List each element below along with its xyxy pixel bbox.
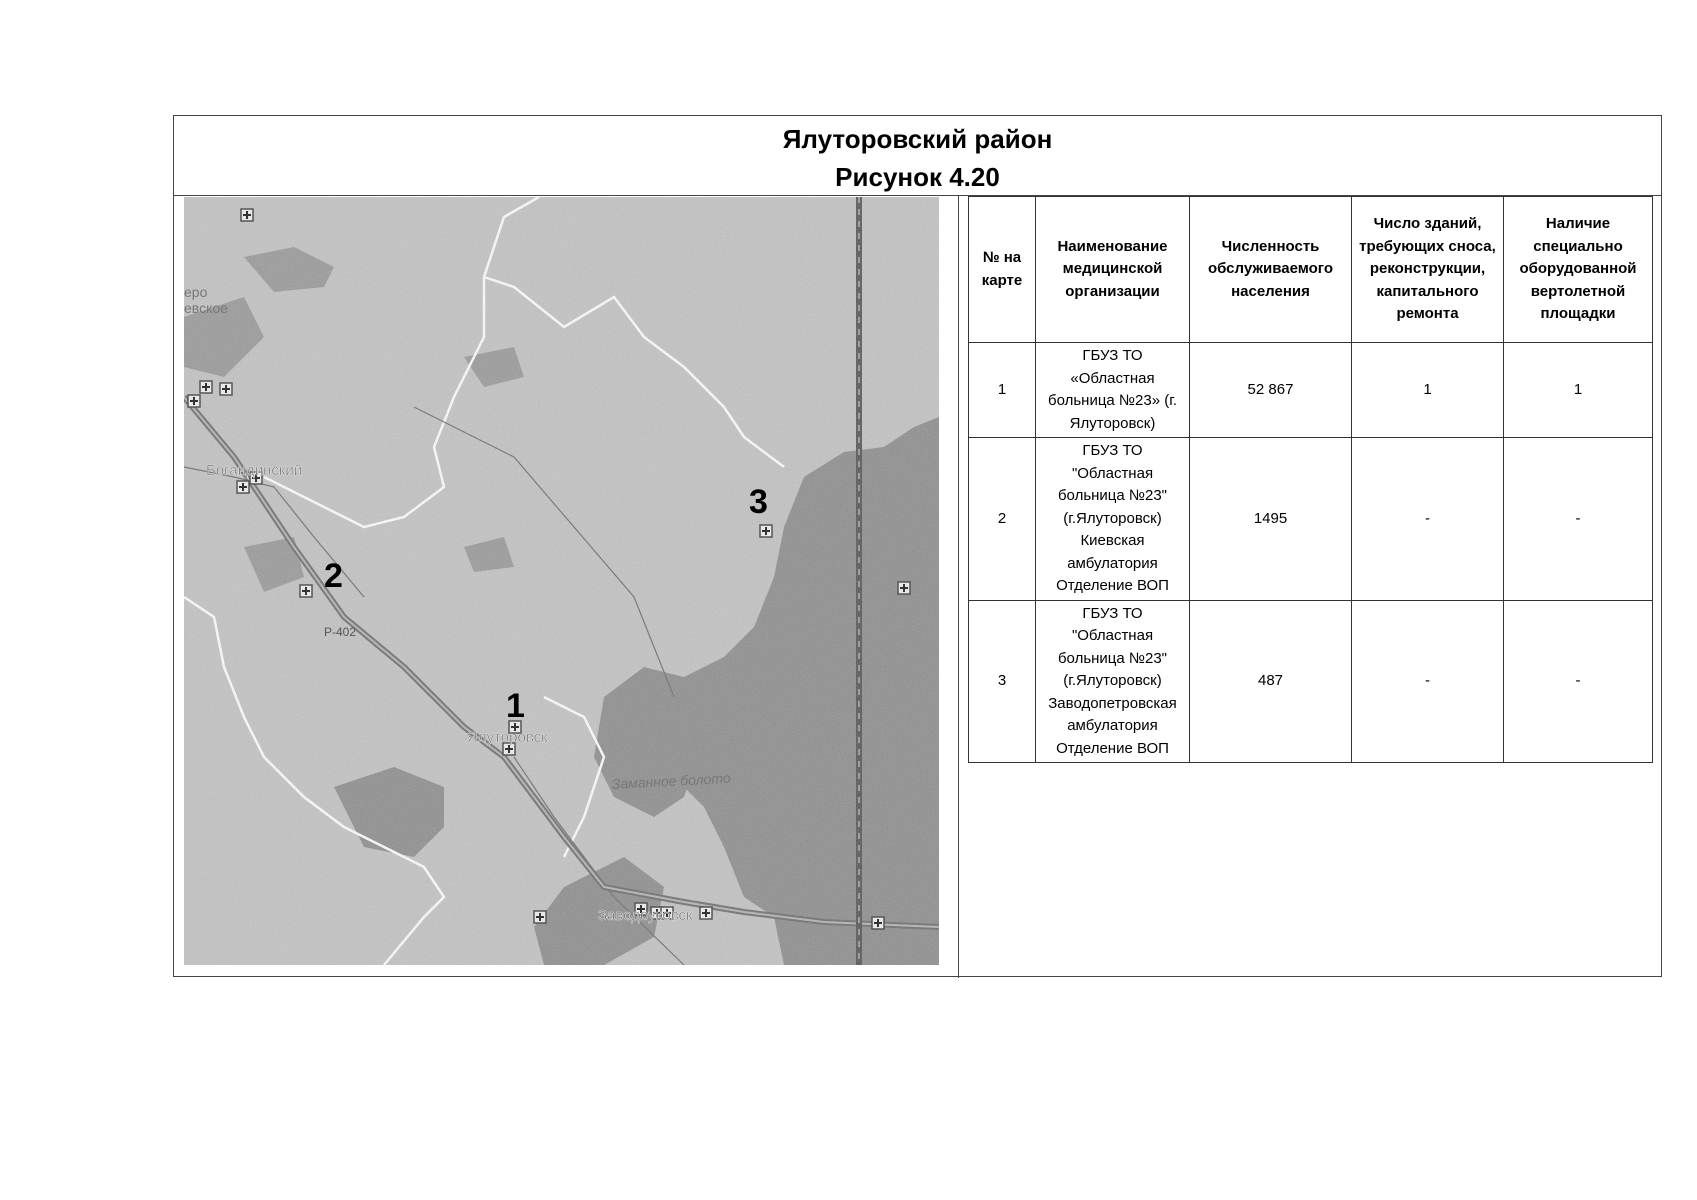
figure-frame bbox=[173, 115, 1662, 977]
header-buildings: Число зданий, требующих сноса, реконструкции, капитального ремонта bbox=[1352, 197, 1504, 343]
table-row bbox=[969, 343, 1653, 438]
table-row bbox=[969, 600, 1653, 763]
hospital-cross-icon[interactable] bbox=[237, 481, 249, 493]
figure-caption: Рисунок 4.20 bbox=[835, 162, 1000, 192]
cell-population: 1495 bbox=[1190, 438, 1352, 601]
cell-population: 52 867 bbox=[1190, 343, 1352, 438]
cell-helipad: - bbox=[1504, 600, 1653, 763]
cell-helipad: 1 bbox=[1504, 343, 1653, 438]
header-organization-name: Наименование медицинской организации bbox=[1036, 197, 1190, 343]
cell-map-number: 1 bbox=[969, 343, 1036, 438]
hospital-cross-icon[interactable] bbox=[300, 585, 312, 597]
district-map bbox=[184, 197, 939, 965]
cell-organization-name: ГБУЗ ТО "Областная больница №23" (г.Ялуторовск) Киевская амбулатория Отделение ВОП bbox=[1036, 438, 1190, 601]
swamp-label: Заманное болото bbox=[611, 769, 731, 792]
hospital-cross-icon[interactable] bbox=[241, 209, 253, 221]
hospital-cross-icon[interactable] bbox=[220, 383, 232, 395]
cell-buildings: 1 bbox=[1352, 343, 1504, 438]
title-box bbox=[174, 116, 1661, 196]
hospital-cross-icon[interactable] bbox=[700, 907, 712, 919]
map-marker-2: 2 bbox=[324, 557, 343, 595]
hospital-cross-icon[interactable] bbox=[760, 525, 772, 537]
place-label-fragment-2: евское bbox=[184, 300, 228, 316]
hospital-cross-icon[interactable] bbox=[872, 917, 884, 929]
hospital-cross-icon[interactable] bbox=[534, 911, 546, 923]
section-divider bbox=[958, 195, 959, 978]
district-title: Ялуторовский район bbox=[782, 124, 1053, 154]
cell-buildings: - bbox=[1352, 600, 1504, 763]
table-row bbox=[969, 438, 1653, 601]
cell-map-number: 2 bbox=[969, 438, 1036, 601]
place-label-zavodoukovsk: Заводоуковск bbox=[598, 907, 693, 924]
map-grain-overlay bbox=[184, 197, 939, 965]
cell-organization-name: ГБУЗ ТО «Областная больница №23» (г. Ялуторовск) bbox=[1036, 343, 1190, 438]
place-label-fragment-1: еро bbox=[184, 284, 208, 300]
hospital-cross-icon[interactable] bbox=[898, 582, 910, 594]
highway-label: Р-402 bbox=[324, 625, 357, 639]
header-population: Численность обслуживаемого населения bbox=[1190, 197, 1352, 343]
cell-organization-name: ГБУЗ ТО "Областная больница №23" (г.Ялуторовск) Заводопетровская амбулатория Отделение ВОП bbox=[1036, 600, 1190, 763]
medical-organizations-table bbox=[968, 196, 1653, 763]
header-map-number: № на карте bbox=[969, 197, 1036, 343]
hospital-cross-icon[interactable] bbox=[200, 381, 212, 393]
map-marker-1: 1 bbox=[506, 687, 525, 725]
cell-population: 487 bbox=[1190, 600, 1352, 763]
place-label-bogandinsky: Богандинский bbox=[206, 462, 303, 479]
cell-helipad: - bbox=[1504, 438, 1653, 601]
cell-buildings: - bbox=[1352, 438, 1504, 601]
hospital-cross-icon[interactable] bbox=[188, 395, 200, 407]
cell-map-number: 3 bbox=[969, 600, 1036, 763]
header-helipad: Наличие специально оборудованной вертолетной площадки bbox=[1504, 197, 1653, 343]
table-header-row bbox=[969, 197, 1653, 343]
place-label-yalutorovsk: Ялуторовск bbox=[467, 729, 548, 746]
map-marker-3: 3 bbox=[749, 483, 768, 521]
